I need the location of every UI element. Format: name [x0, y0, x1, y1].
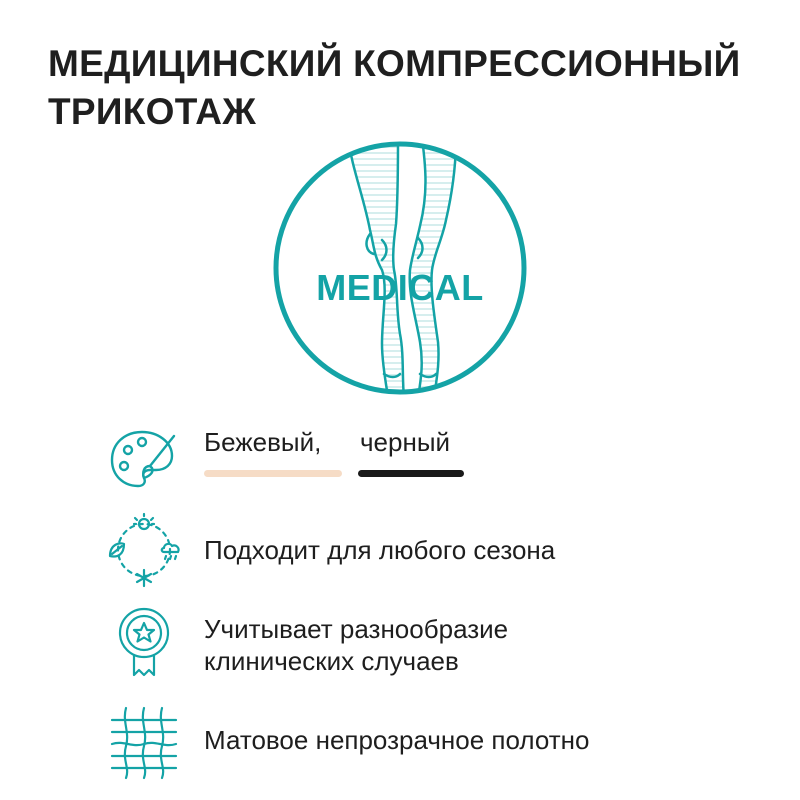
knit-fabric-icon	[104, 702, 184, 782]
feature-seasons	[104, 510, 784, 590]
feature-colors	[104, 420, 784, 500]
title-line-2: ТРИКОТАЖ	[48, 91, 257, 132]
feature-fabric	[104, 702, 784, 782]
seasons-text: Подходит для любого сезона	[204, 535, 556, 565]
palette-brush-icon	[104, 420, 184, 500]
emblem-label: MEDICAL	[316, 267, 484, 308]
black-swatch	[358, 470, 464, 477]
color-black-label: черный	[360, 427, 451, 457]
clinical-text	[204, 613, 508, 677]
color-beige-label: Бежевый,	[204, 427, 322, 457]
beige-swatch	[204, 470, 342, 477]
title-line-1: МЕДИЦИНСКИЙ КОМПРЕССИОННЫЙ	[48, 43, 741, 84]
medical-emblem	[270, 138, 530, 398]
feature-clinical	[104, 603, 784, 683]
page-title	[48, 40, 768, 136]
award-medal-icon	[104, 603, 184, 683]
seasons-cycle-icon	[104, 510, 184, 590]
clinical-text-line-2: клинических случаев	[204, 646, 459, 676]
fabric-text: Матовое непрозрачное полотно	[204, 725, 590, 755]
clinical-text-line-1: Учитывает разнообразие	[204, 614, 509, 644]
